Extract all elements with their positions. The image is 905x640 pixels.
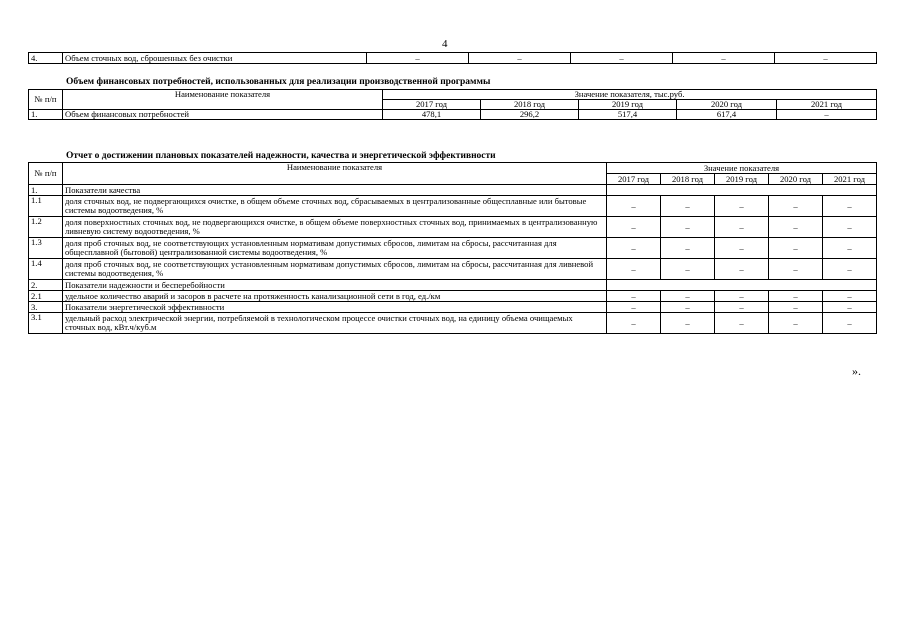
- row-name: Объем финансовых потребностей: [63, 110, 383, 120]
- row-number: 1.: [29, 110, 63, 120]
- row-value: –: [607, 259, 661, 280]
- row-value: –: [469, 53, 571, 64]
- row-value: –: [769, 313, 823, 334]
- row-name: Показатели энергетической эффективности: [63, 302, 607, 313]
- row-value: –: [823, 196, 877, 217]
- row-value: –: [607, 217, 661, 238]
- table-row: [29, 217, 877, 238]
- continuation-table: [28, 52, 877, 64]
- column-header-number: № п/п: [29, 163, 63, 185]
- row-name: доля проб сточных вод, не соответствующих установленным нормативам допустимых сбросов, лимитам на сбросы, рассчитанная для ливневой системы водоотведения, %: [63, 259, 607, 280]
- row-value: –: [715, 313, 769, 334]
- row-value: –: [607, 291, 661, 302]
- row-number: 4.: [29, 53, 63, 64]
- finance-caption: Объем финансовых потребностей, использованных для реализации производственной программы: [66, 77, 491, 87]
- row-number: 2.1: [29, 291, 63, 302]
- table-row: [29, 291, 877, 302]
- column-header-number: № п/п: [29, 90, 63, 110]
- row-value: –: [769, 217, 823, 238]
- row-value: –: [769, 196, 823, 217]
- row-value: –: [661, 259, 715, 280]
- row-number: 3.: [29, 302, 63, 313]
- year-header: 2021 год: [823, 174, 877, 185]
- row-number: 1.2: [29, 217, 63, 238]
- row-value: 517,4: [579, 110, 677, 120]
- row-number: 1.4: [29, 259, 63, 280]
- row-value: 478,1: [383, 110, 481, 120]
- row-value: –: [823, 238, 877, 259]
- table-row: [29, 313, 877, 334]
- row-value: –: [769, 259, 823, 280]
- row-number: 2.: [29, 280, 63, 291]
- closing-quote: ».: [852, 364, 861, 378]
- table-row: [29, 280, 877, 291]
- row-value: 296,2: [481, 110, 579, 120]
- year-header: 2020 год: [677, 100, 777, 110]
- row-value: –: [661, 291, 715, 302]
- row-name: доля сточных вод, не подвергающихся очистке, в общем объеме сточных вод, сбрасываемых в централизованные общесплавные или бытовые системы водоотведения, %: [63, 196, 607, 217]
- year-header: 2021 год: [777, 100, 877, 110]
- row-value: –: [715, 291, 769, 302]
- column-header-values: Значение показателя, тыс.руб.: [383, 90, 877, 100]
- row-value: –: [661, 196, 715, 217]
- row-value: –: [661, 313, 715, 334]
- row-value: –: [823, 291, 877, 302]
- year-header: 2017 год: [383, 100, 481, 110]
- row-value: –: [715, 238, 769, 259]
- row-value: –: [661, 302, 715, 313]
- column-header-values: Значение показателя: [607, 163, 877, 174]
- year-header: 2018 год: [481, 100, 579, 110]
- report-table: [28, 162, 877, 334]
- row-value: –: [823, 313, 877, 334]
- row-name: Показатели надежности и бесперебойности: [63, 280, 607, 291]
- row-value: –: [367, 53, 469, 64]
- year-header: 2019 год: [579, 100, 677, 110]
- year-header: 2020 год: [769, 174, 823, 185]
- table-row: [29, 53, 877, 64]
- row-value: –: [673, 53, 775, 64]
- row-value: –: [661, 238, 715, 259]
- table-row: [29, 302, 877, 313]
- column-header-name: Наименование показателя: [63, 163, 607, 185]
- table-row: [29, 196, 877, 217]
- row-value: –: [607, 238, 661, 259]
- report-caption: Отчет о достижении плановых показателей надежности, качества и энергетической эффективности: [66, 151, 496, 161]
- row-value: –: [777, 110, 877, 120]
- table-row: [29, 238, 877, 259]
- row-value: –: [823, 302, 877, 313]
- row-value: –: [715, 259, 769, 280]
- year-header: 2018 год: [661, 174, 715, 185]
- row-name: доля проб сточных вод, не соответствующих установленным нормативам допустимых сбросов, лимитам на сбросы, рассчитанная для общесплавной (бытовой) централизованной системы водоотведения, %: [63, 238, 607, 259]
- row-value: –: [661, 217, 715, 238]
- table-row: [29, 259, 877, 280]
- row-value: –: [607, 313, 661, 334]
- row-number: 1.3: [29, 238, 63, 259]
- row-number: 3.1: [29, 313, 63, 334]
- year-header: 2017 год: [607, 174, 661, 185]
- column-header-name: Наименование показателя: [63, 90, 383, 110]
- row-name: доля поверхностных сточных вод, не подвергающихся очистке, в общем объеме поверхностных сточных вод, принимаемых в централизованную ливневую систему водоотведения, %: [63, 217, 607, 238]
- row-number: 1.1: [29, 196, 63, 217]
- table-row: [29, 110, 877, 120]
- row-value: –: [715, 196, 769, 217]
- row-value: –: [823, 217, 877, 238]
- finance-table: [28, 89, 877, 120]
- year-header: 2019 год: [715, 174, 769, 185]
- row-name: удельный расход электрической энергии, потребляемой в технологическом процессе очистки сточных вод, на единицу объема очищаемых сточных вод, кВт.ч/куб.м: [63, 313, 607, 334]
- row-value: –: [607, 196, 661, 217]
- row-value: 617,4: [677, 110, 777, 120]
- row-value: –: [769, 238, 823, 259]
- row-value: –: [571, 53, 673, 64]
- row-name: Объем сточных вод, сброшенных без очистки: [63, 53, 367, 64]
- row-value: –: [775, 53, 877, 64]
- row-value: –: [769, 291, 823, 302]
- row-name: Показатели качества: [63, 185, 607, 196]
- row-number: 1.: [29, 185, 63, 196]
- row-value: –: [607, 302, 661, 313]
- row-name: удельное количество аварий и засоров в расчете на протяженность канализационной сети в год, ед./км: [63, 291, 607, 302]
- row-value: –: [823, 259, 877, 280]
- row-value: –: [715, 302, 769, 313]
- row-empty: [607, 185, 877, 196]
- row-value: –: [715, 217, 769, 238]
- row-empty: [607, 280, 877, 291]
- row-value: –: [769, 302, 823, 313]
- page-number: 4: [442, 38, 448, 50]
- table-row: [29, 185, 877, 196]
